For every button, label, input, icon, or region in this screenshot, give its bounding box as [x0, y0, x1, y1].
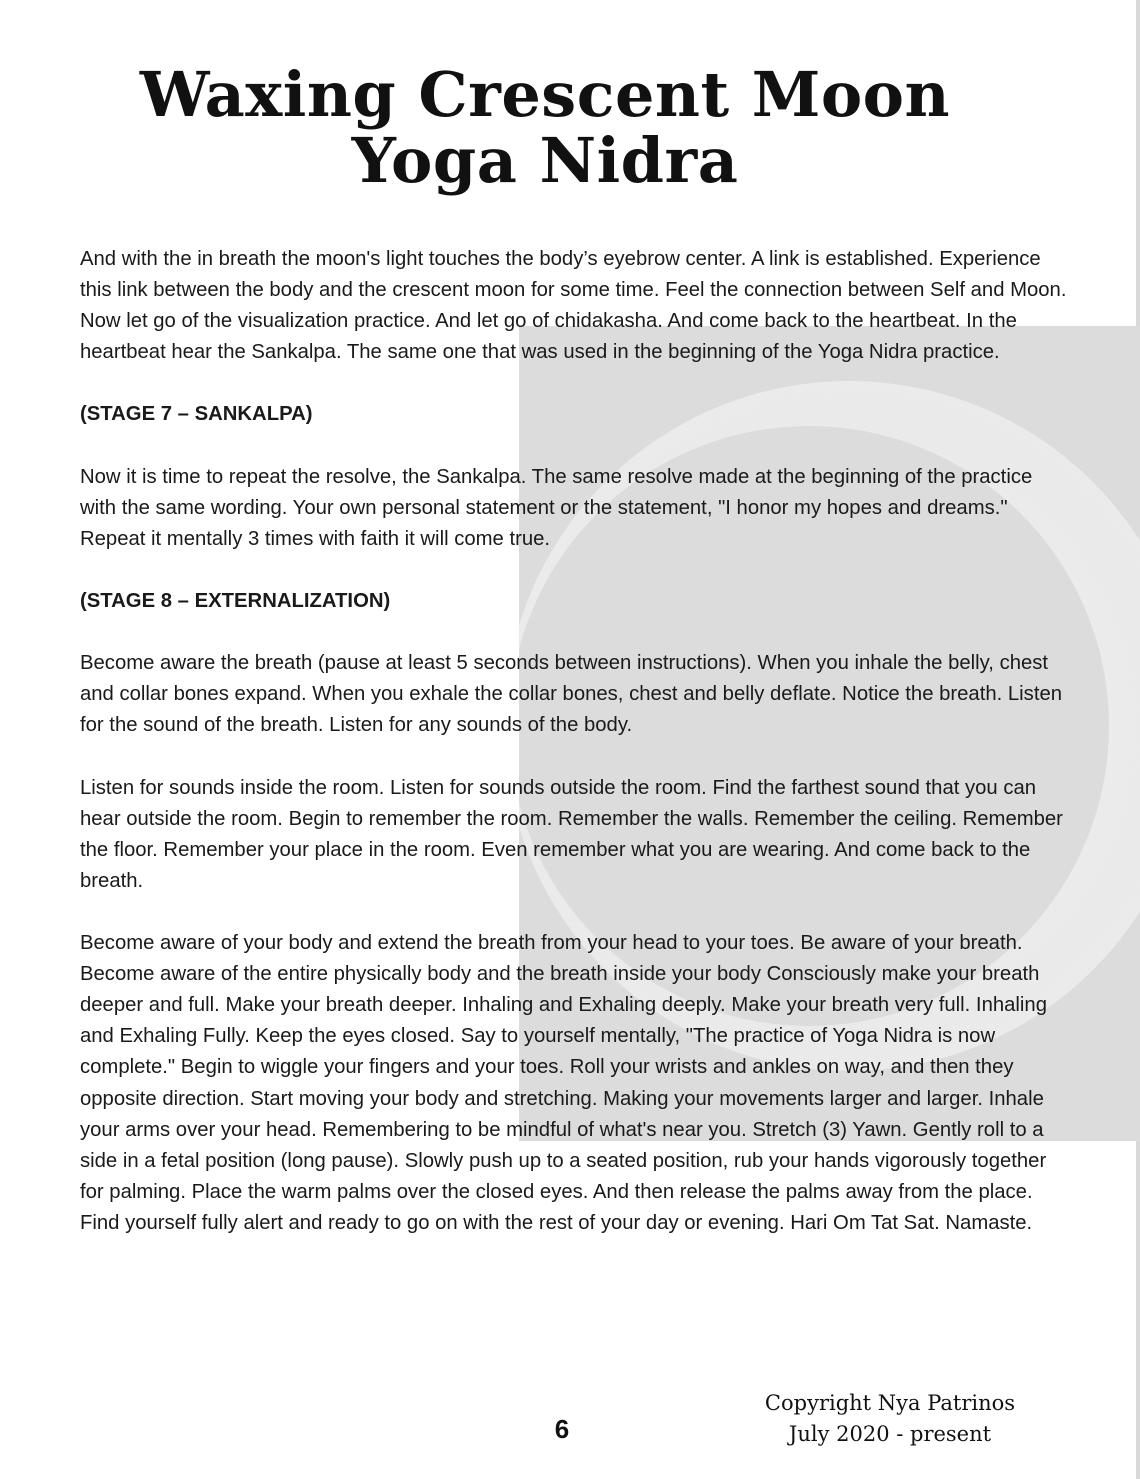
page-title	[0, 58, 1090, 197]
title-line-1: Waxing Crescent Moon	[139, 58, 951, 131]
paragraph-sankalpa: Now it is time to repeat the resolve, the Sankalpa. The same resolve made at the beginning of the practice with the same wording. Your own personal statement or the statement, "I honor my hopes and dreams." Repeat it mentally 3 times with faith it will come true.	[80, 465, 1033, 550]
title-line-2: Yoga Nidra	[351, 124, 739, 197]
page-number: 6	[554, 1414, 570, 1444]
copyright-block	[730, 1388, 1050, 1450]
copyright-line-1: Copyright Nya Patrinos	[764, 1391, 1016, 1415]
paragraph-intro: And with the in breath the moon's light touches the body’s eyebrow center. A link is established. Experience this link between the body and the crescent moon for some time. Feel the connection between Self and Moon. Now let go of the visualization practice. And let go of chidakasha. And come back to the heartbeat. In the heartbeat hear the Sankalpa. The same one that was used in the beginning of the Yoga Nidra practice.	[80, 248, 1067, 364]
copyright-line-2: July 2020 - present	[788, 1422, 992, 1446]
paragraph-breath: Become aware the breath (pause at least 5 seconds between instructions). When you inhale the belly, chest and collar bones expand. When you exhale the collar bones, chest and belly deflate. Notice the breath. Listen for the sound of the breath. Listen for any sounds of the body.	[80, 652, 1063, 737]
paragraph-sounds: Listen for sounds inside the room. Listen for sounds outside the room. Find the farthest sound that you can hear outside the room. Begin to remember the room. Remember the walls. Remember the ceiling. Remember the floor. Remember your place in the room. Even remember what you are wearing. And come back to the breath.	[80, 776, 1063, 892]
body-text	[80, 244, 1070, 1270]
stage-8-heading: (STAGE 8 – EXTERNALIZATION)	[80, 590, 391, 613]
stage-7-heading: (STAGE 7 – SANKALPA)	[80, 403, 313, 426]
paragraph-closing: Become aware of your body and extend the breath from your head to your toes. Be aware of your breath. Become aware of the entire physically body and the breath inside your body Consciously make your breath deeper and full. Make your breath deeper. Inhaling and Exhaling deeply. Make your breath very full. Inhaling and Exhaling Fully. Keep the eyes closed. Say to yourself mentally, "The practice of Yoga Nidra is now complete." Begin to wiggle your fingers and your toes. Roll your wrists and ankles on way, and then they opposite direction. Start moving your body and stretching. Making your movements larger and larger. Inhale your arms over your head. Remembering to be mindful of what's near you. Stretch (3) Yawn. Gently roll to a side in a fetal position (long pause). Slowly push up to a seated position, rub your hands vigorously together for palming. Place the warm palms over the closed eyes. And then release the palms away from the place. Find yourself fully alert and ready to go on with the rest of your day or evening. Hari Om Tat Sat. Namaste.	[80, 932, 1047, 1234]
